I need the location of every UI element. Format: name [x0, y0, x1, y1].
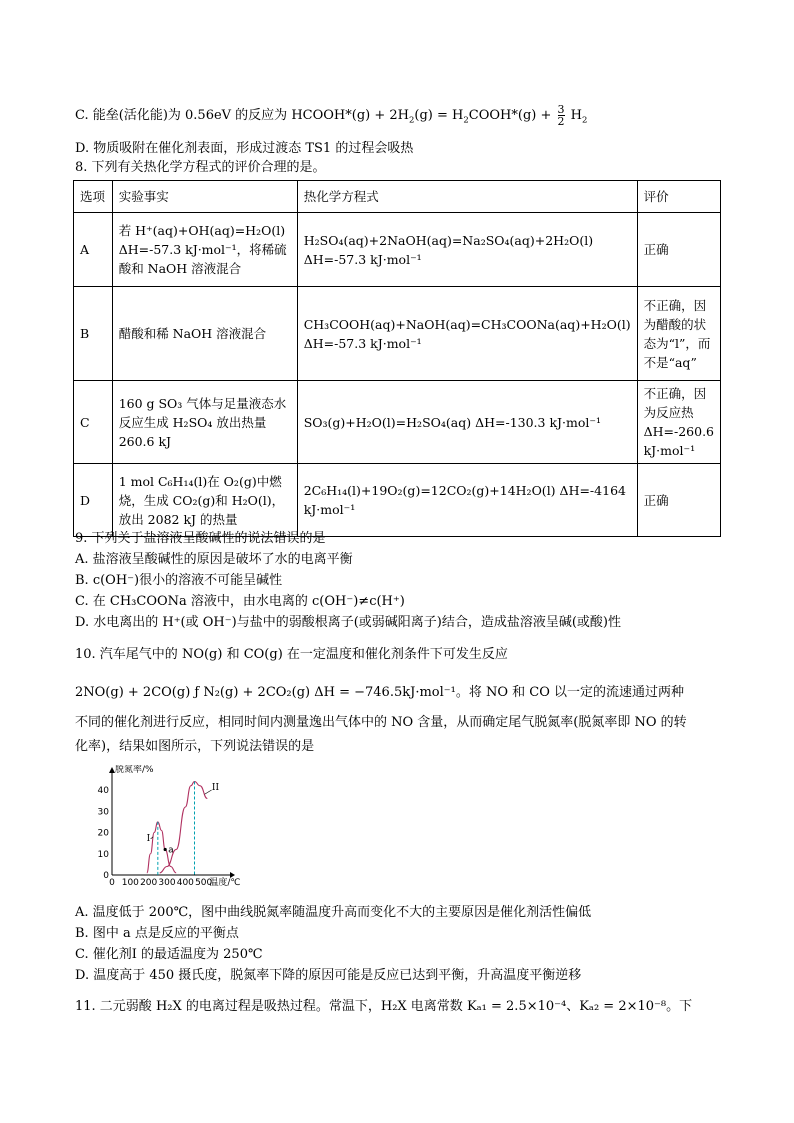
x-tick-label: 0	[109, 878, 115, 888]
q10-option-c: C. 催化剂I 的最适温度为 250℃	[75, 947, 263, 962]
table-row	[74, 464, 721, 537]
question-9: 9. 下列关于盐溶液呈酸碱性的说法错误的是	[75, 531, 326, 546]
q10-text-3: 化率)，结果如图所示，下列说法错误的是	[75, 739, 315, 754]
row-equation: SO₃(g)+H₂O(l)=H₂SO₄(aq) ΔH=-130.3 kJ·mol⁻¹	[297, 381, 637, 464]
row-evaluation: 不正确，因为醋酸的状态为“l”，而不是“aq”	[637, 287, 720, 381]
q10-option-b: B. 图中 a 点是反应的平衡点	[75, 926, 239, 941]
row-fact: 160 g SO₃ 气体与足量液态水反应生成 H₂SO₄ 放出热量 260.6 kJ	[112, 381, 297, 464]
series-label-I: I	[146, 834, 151, 844]
x-tick-label: 300	[158, 878, 176, 888]
y-tick-label: 40	[97, 786, 109, 796]
q10-option-d: D. 温度高于 450 摄氏度，脱氮率下降的原因可能是反应已达到平衡，升高温度平衡逆移	[75, 968, 582, 983]
y-axis-label: 脱氮率/%	[115, 765, 154, 775]
row-evaluation: 正确	[637, 213, 720, 287]
option-d-line: D. 物质吸附在催化剂表面，形成过渡态 TS1 的过程会吸热	[75, 141, 414, 156]
y-tick-label: 10	[97, 849, 109, 860]
q9-option-a: A. 盐溶液呈酸碱性的原因是破坏了水的电离平衡	[75, 552, 353, 567]
point-a-label: a	[168, 845, 174, 856]
x-tick-label: 100	[121, 878, 139, 888]
row-fact: 1 mol C₆H₁₄(l)在 O₂(g)中燃烧，生成 CO₂(g)和 H₂O(l)，放出 2082 kJ 的热量	[112, 464, 297, 537]
row-fact: 若 H⁺(aq)+OH(aq)=H₂O(l) ΔH=-57.3 kJ·mol⁻¹，将稀硫酸和 NaOH 溶液混合	[112, 213, 297, 287]
evaluation-table	[73, 180, 721, 537]
point-a	[164, 848, 167, 851]
row-option: C	[74, 381, 113, 464]
row-equation: H₂SO₄(aq)+2NaOH(aq)=Na₂SO₄(aq)+2H₂O(l) ΔH=-57.3 kJ·mol⁻¹	[297, 213, 637, 287]
x-tick-label: 400	[176, 878, 194, 888]
y-tick-label: 0	[103, 871, 109, 881]
q9-option-d: D. 水电离出的 H⁺(或 OH⁻)与盐中的弱酸根离子(或弱碱阳离子)结合，造成盐溶液呈碱(或酸)性	[75, 615, 621, 630]
q10-text-2: 不同的催化剂进行反应，相同时间内测量逸出气体中的 NO 含量，从而确定尾气脱氮率(脱氮率即 NO 的转	[75, 715, 687, 730]
q10-equation: 2NO(g) + 2CO(g) ƒ N₂(g) + 2CO₂(g) ΔH = −746.5kJ·mol⁻¹。将 NO 和 CO 以一定的流速通过两种	[75, 685, 685, 700]
y-tick-label: 20	[97, 828, 109, 839]
header-fact: 实验事实	[112, 181, 297, 213]
row-equation: CH₃COOH(aq)+NaOH(aq)=CH₃COONa(aq)+H₂O(l) ΔH=-57.3 kJ·mol⁻¹	[297, 287, 637, 381]
row-equation: 2C₆H₁₄(l)+19O₂(g)=12CO₂(g)+14H₂O(l) ΔH=-4164 kJ·mol⁻¹	[297, 464, 637, 537]
row-evaluation: 正确	[637, 464, 720, 537]
row-evaluation: 不正确，因为反应热 ΔH=-260.6 kJ·mol⁻¹	[637, 381, 720, 464]
denitrification-chart	[94, 765, 264, 895]
header-evaluation: 评价	[637, 181, 720, 213]
series-line-II	[160, 782, 208, 873]
row-option: A	[74, 213, 113, 287]
table-row	[74, 287, 721, 381]
q9-option-b: B. c(OH⁻)很小的溶液不可能呈碱性	[75, 573, 283, 588]
question-11: 11. 二元弱酸 H₂X 的电离过程是吸热过程。常温下，H₂X 电离常数 Kₐ₁ = 2.5×10⁻⁴、Kₐ₂ = 2×10⁻⁸。下	[75, 999, 693, 1014]
option-c-line: C. 能垒(活化能)为 0.56eV 的反应为 HCOOH*(g) + $2H_2(g)$ = $H_2COOH*(g)$ + $\frac{3}{2}$ $H_2$	[75, 103, 588, 128]
table-header-row	[74, 181, 721, 213]
row-option: B	[74, 287, 113, 381]
header-equation: 热化学方程式	[297, 181, 637, 213]
header-option: 选项	[74, 181, 113, 213]
question-8: 8. 下列有关热化学方程式的评价合理的是。	[75, 160, 326, 175]
x-tick-label: 500	[195, 878, 213, 888]
x-axis-label: 温度/℃	[209, 878, 241, 888]
x-tick-label: 200	[140, 878, 158, 888]
row-fact: 醋酸和稀 NaOH 溶液混合	[112, 287, 297, 381]
question-10: 10. 汽车尾气中的 NO(g) 和 CO(g) 在一定温度和催化剂条件下可发生反应	[75, 647, 508, 662]
table-row	[74, 381, 721, 464]
table-row	[74, 213, 721, 287]
q10-option-a: A. 温度低于 200℃，图中曲线脱氮率随温度升高而变化不大的主要原因是催化剂活性偏低	[75, 905, 592, 920]
y-tick-label: 30	[97, 807, 109, 818]
series-label-leader-II	[205, 790, 212, 794]
q9-option-c: C. 在 CH₃COONa 溶液中，由水电离的 c(OH⁻)≠c(H⁺)	[75, 594, 405, 609]
row-option: D	[74, 464, 113, 537]
series-label-II: II	[211, 783, 220, 793]
